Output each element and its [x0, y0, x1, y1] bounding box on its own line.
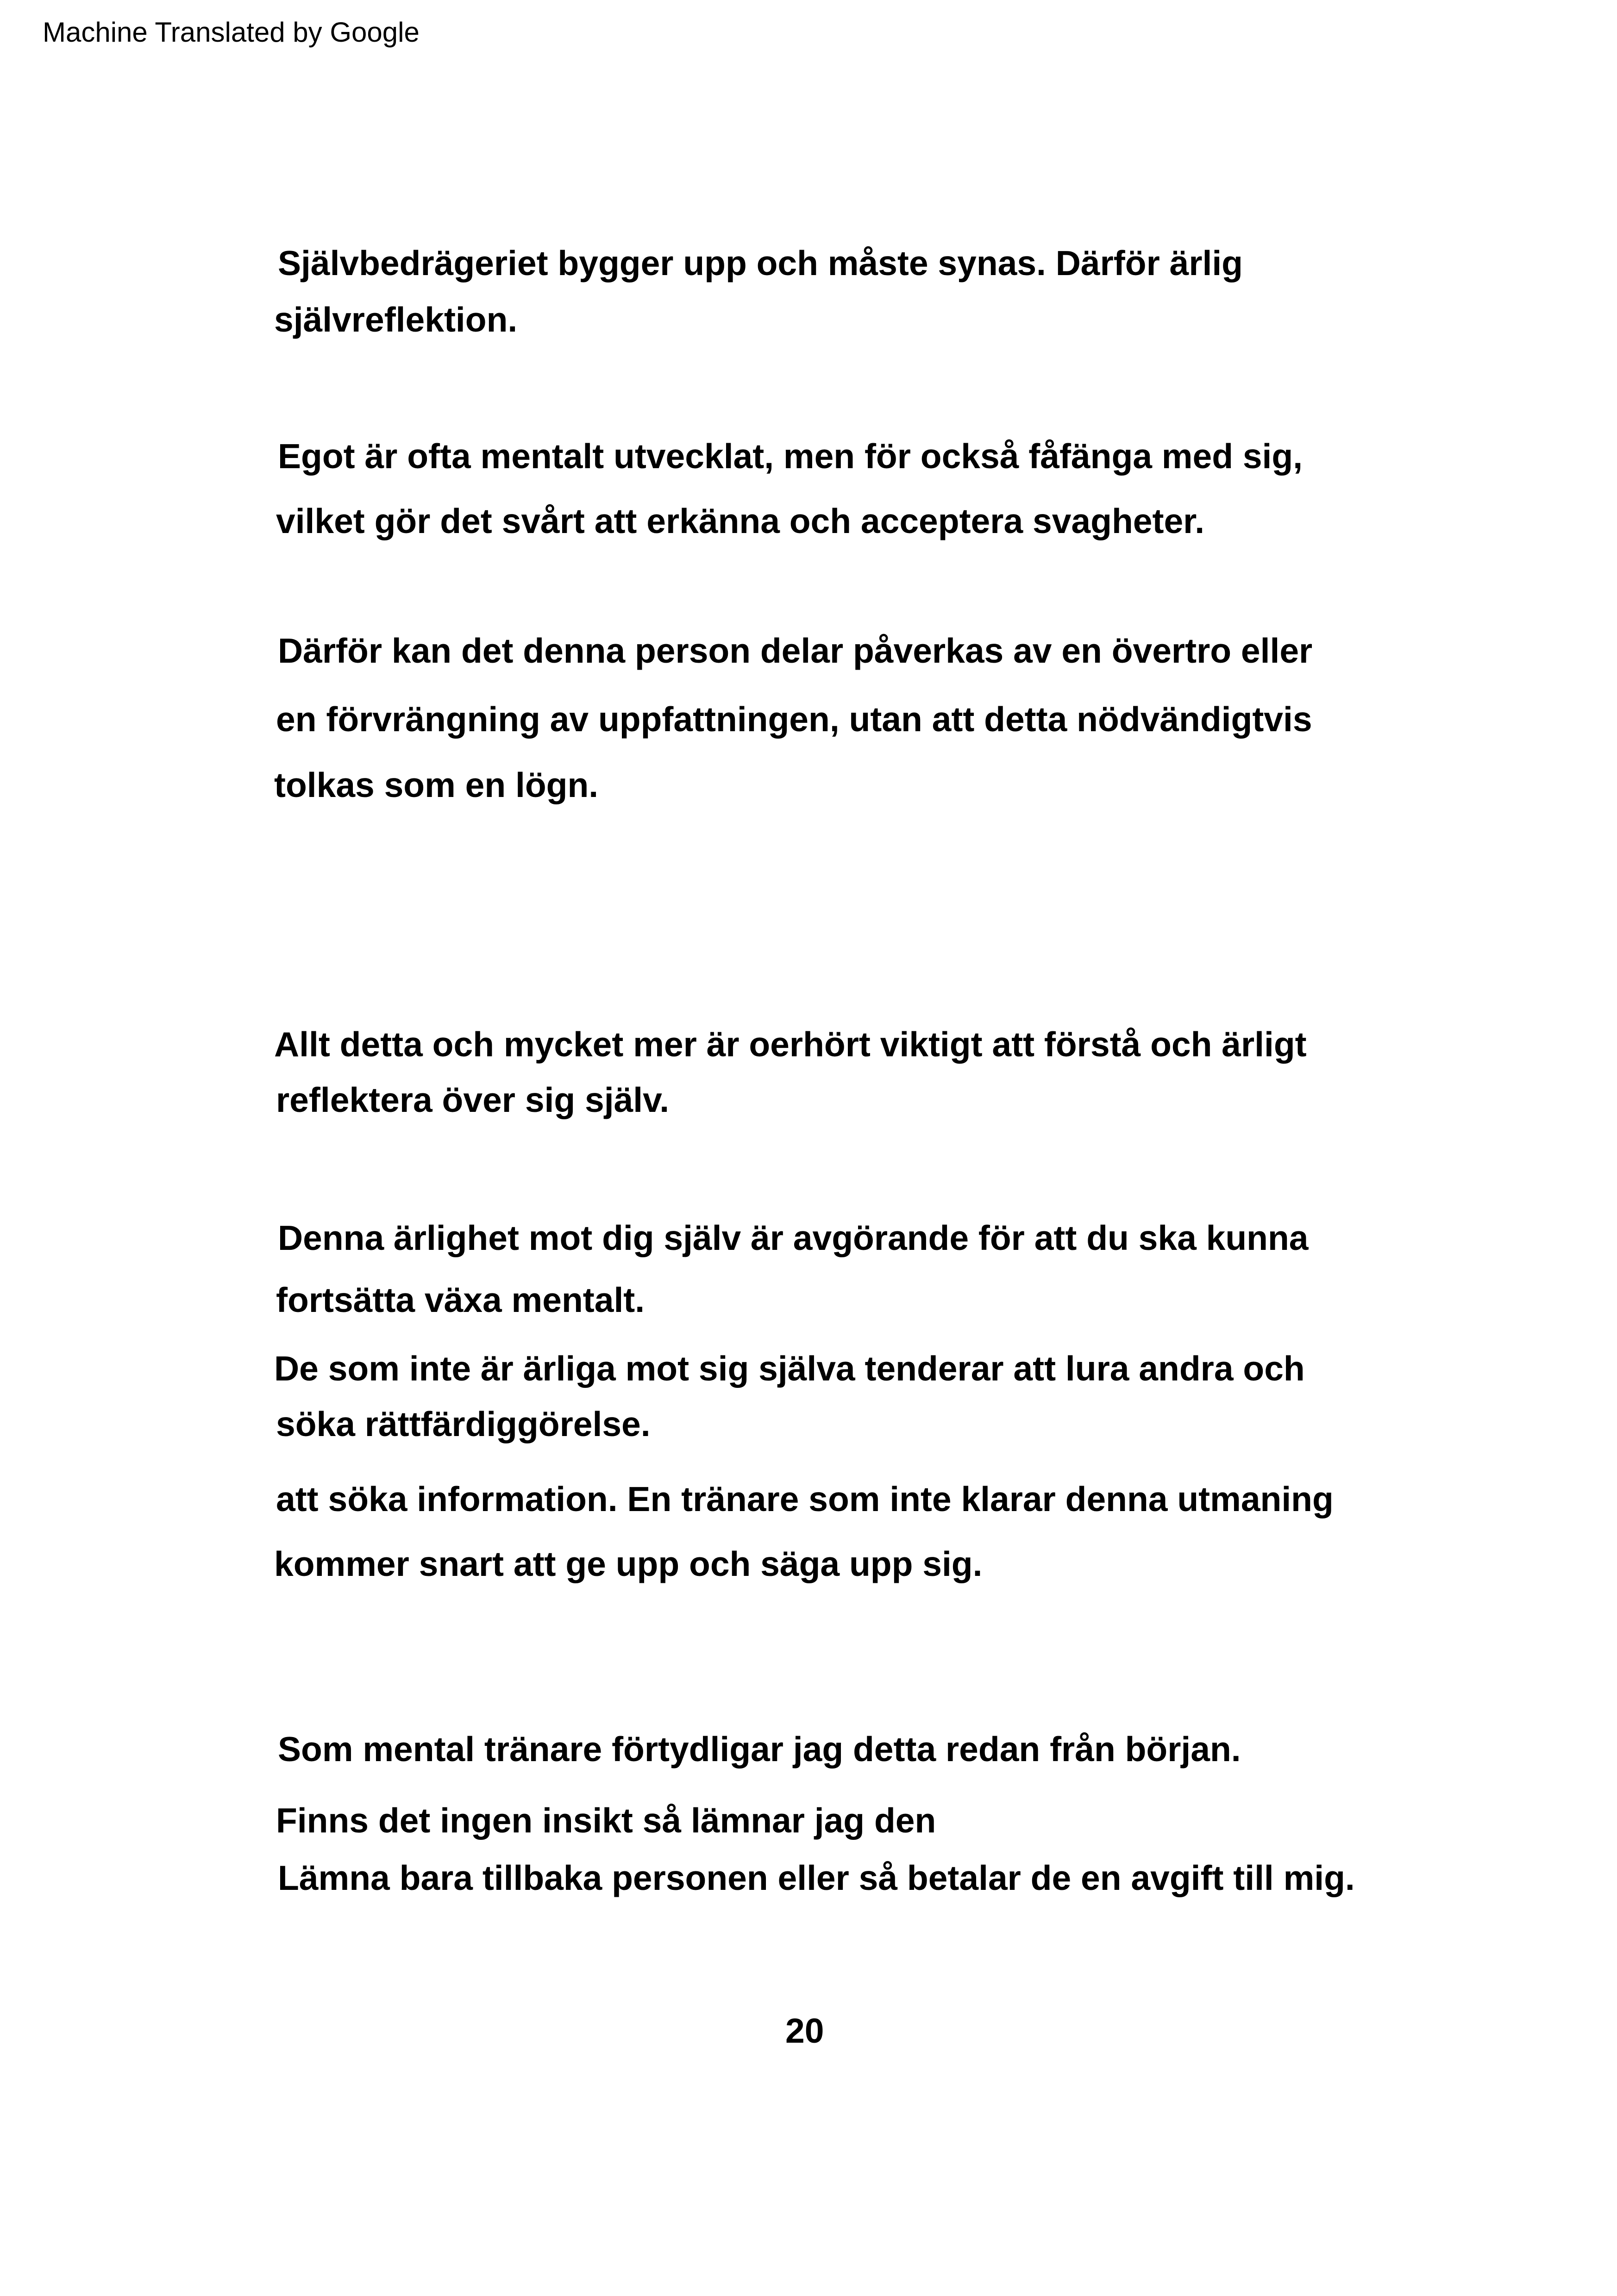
text-line: söka rättfärdiggörelse. [276, 1405, 651, 1443]
text-line: De som inte är ärliga mot sig själva tenderar att lura andra och [274, 1349, 1305, 1388]
text-line: Därför kan det denna person delar påverkas av en övertro eller [278, 631, 1313, 670]
text-line: Som mental tränare förtydligar jag detta redan från början. [278, 1730, 1241, 1769]
page-number: 20 [785, 2011, 824, 2050]
text-line: reflektera över sig själv. [276, 1080, 670, 1119]
text-line: Denna ärlighet mot dig själv är avgörande för att du ska kunna [278, 1218, 1309, 1257]
text-line: kommer snart att ge upp och säga upp sig. [274, 1544, 983, 1583]
text-line: Allt detta och mycket mer är oerhört viktigt att förstå och ärligt [274, 1025, 1307, 1064]
text-line: självreflektion. [274, 300, 518, 339]
text-line: Lämna bara tillbaka personen eller så betalar de en avgift till mig. [278, 1858, 1355, 1897]
text-line: en förvrängning av uppfattningen, utan att detta nödvändigtvis [276, 700, 1312, 739]
text-line: att söka information. En tränare som inte klarar denna utmaning [276, 1480, 1334, 1518]
text-line: Finns det ingen insikt så lämnar jag den [276, 1801, 936, 1840]
text-line: Egot är ofta mentalt utvecklat, men för också fåfänga med sig, [278, 437, 1303, 476]
text-line: tolkas som en lögn. [274, 765, 599, 804]
text-line: fortsätta växa mentalt. [276, 1280, 645, 1319]
text-line: Självbedrägeriet bygger upp och måste synas. Därför ärlig [278, 244, 1243, 282]
text-line: vilket gör det svårt att erkänna och acceptera svagheter. [276, 502, 1205, 540]
machine-translation-banner: Machine Translated by Google [43, 17, 420, 48]
